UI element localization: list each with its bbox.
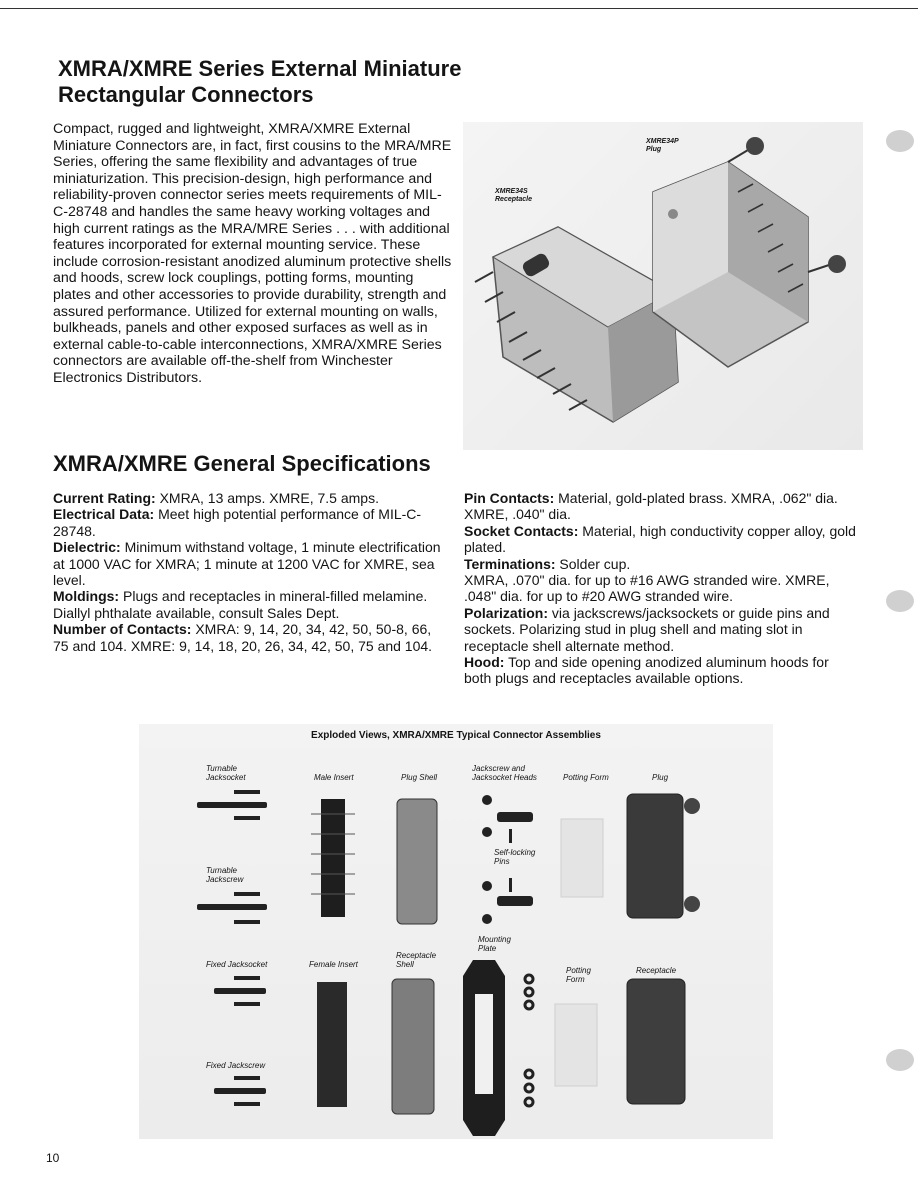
label-plug: Plug — [652, 773, 669, 782]
exploded-views-title: Exploded Views, XMRA/XMRE Typical Connector Assemblies — [311, 730, 601, 741]
potting-form-2-part — [555, 1004, 597, 1086]
page-title — [58, 56, 618, 108]
label-receptacle-shell: Receptacle Shell — [396, 951, 437, 969]
page-number: 10 — [46, 1151, 60, 1165]
label-fixed-jackscrew: Fixed Jackscrew — [206, 1061, 266, 1070]
label-mounting-plate: Mounting Plate — [478, 935, 511, 953]
specs-right-column — [464, 490, 856, 687]
label-turnable-jacksocket: Turnable Jacksocket — [206, 764, 246, 782]
connector-photo — [463, 122, 863, 450]
exploded-views-panel — [139, 724, 773, 1139]
spec-polarization: Polarization: via jackscrews/jacksockets or guide pins and sockets. Polarizing stud in plug shell and mating slot in receptacle shell alternate method. — [464, 604, 830, 654]
label-self-locking-pins: Self-locking Pins — [494, 848, 536, 866]
punch-hole-2 — [878, 586, 918, 616]
spec-current-rating: Current Rating: XMRA, 13 amps. XMRE, 7.5 amps. — [53, 490, 379, 506]
label-turnable-jackscrew: Turnable Jackscrew — [206, 866, 244, 884]
label-female-insert: Female Insert — [309, 960, 358, 969]
label-male-insert: Male Insert — [314, 773, 354, 782]
spec-number-of-contacts: Number of Contacts: XMRA: 9, 14, 20, 34, 42, 50, 50-8, 66, 75 and 104. XMRE: 9, 14, 18, 20, 26, 34, 42, 50, 75 and 104. — [53, 621, 433, 654]
nuts-part — [525, 975, 533, 1106]
receptacle-photo-label: XMRE34S Receptacle — [495, 188, 532, 203]
connector-illustration — [463, 122, 863, 450]
plug-drawing — [653, 137, 846, 367]
intro-paragraph: Compact, rugged and lightweight, XMRA/XMRE External Miniature Connectors are, in fact, first cousins to the MRA/MRE Series, offering the same flexibility and advantages of true miniaturization. This precision-design, high performance and reliability-proven connector series meets requirements of MIL-C-28748 and handles the same heavy working voltages and high current ratings as the MRA/MRE Series . . . with additional features incorporated for external mounting service. These include corrosion-resistant anodized aluminum protective shells and hoods, screw lock couplings, potting forms, mounting plates and other accessories to provide durability, strength and assured performance. Utilized for external mounting on walls, bulkheads, panels and other exposed surfaces as well as in external cable-to-cable interconnections, XMRA/XMRE Series connectors are available off-the-shelf from Winchester Electronics Distributors. — [53, 121, 452, 386]
spec-hood: Hood: Top and side opening anodized aluminum hoods for both plugs and receptacles available options. — [464, 654, 829, 687]
label-fixed-jacksocket: Fixed Jacksocket — [206, 960, 268, 969]
spec-dielectric: Dielectric: Minimum withstand voltage, 1 minute electrification at 1000 VAC for XMRA; 1 minute at 1200 VAC for XMRE, sea level. — [53, 539, 441, 589]
hardware-parts — [197, 790, 267, 1106]
receptacle-shell-part — [392, 979, 434, 1114]
title-line-1: XMRA/XMRE Series External Miniature — [58, 56, 462, 81]
label-receptacle: Receptacle — [636, 966, 677, 975]
plug-photo-label: XMRE34P Plug — [646, 138, 679, 153]
label-potting-form: Potting Form — [563, 773, 609, 782]
exploded-illustration — [139, 724, 773, 1139]
label-potting-form-2: Potting Form — [566, 966, 591, 984]
punch-hole-3 — [878, 1045, 918, 1075]
spec-moldings: Moldings: Plugs and receptacles in mineral-filled melamine. Diallyl phthalate available, consult Sales Dept. — [53, 588, 428, 621]
mounting-plate-part — [463, 960, 505, 1136]
plug-assembly-part — [627, 794, 700, 918]
punch-hole-1 — [878, 126, 918, 156]
spec-termination-detail: XMRA, .070" dia. for up to #16 AWG stranded wire. XMRE, .048" dia. for up to #20 AWG stranded wire. — [464, 572, 830, 605]
female-insert-part — [317, 982, 347, 1107]
spec-pin-contacts: Pin Contacts: Material, gold-plated brass. XMRA, .062" dia. XMRE, .040" dia. — [464, 490, 838, 523]
specs-heading: XMRA/XMRE General Specifications — [53, 451, 431, 476]
label-plug-shell: Plug Shell — [401, 773, 438, 782]
potting-form-part — [561, 819, 603, 897]
spec-terminations: Terminations: Solder cup. — [464, 555, 631, 572]
male-insert-part — [311, 799, 355, 917]
receptacle-assembly-part — [627, 979, 685, 1104]
label-jackscrew-heads: Jackscrew and Jacksocket Heads — [472, 764, 537, 782]
top-rule — [0, 8, 918, 9]
title-line-2: Rectangular Connectors — [58, 82, 314, 107]
plug-shell-part — [397, 799, 437, 924]
spec-socket-contacts: Socket Contacts: Material, high conductivity copper alloy, gold plated. — [464, 522, 856, 556]
specs-left-column — [53, 490, 448, 654]
spec-electrical-data: Electrical Data: Meet high potential performance of MIL-C-28748. — [53, 506, 422, 539]
receptacle-drawing — [475, 227, 678, 422]
